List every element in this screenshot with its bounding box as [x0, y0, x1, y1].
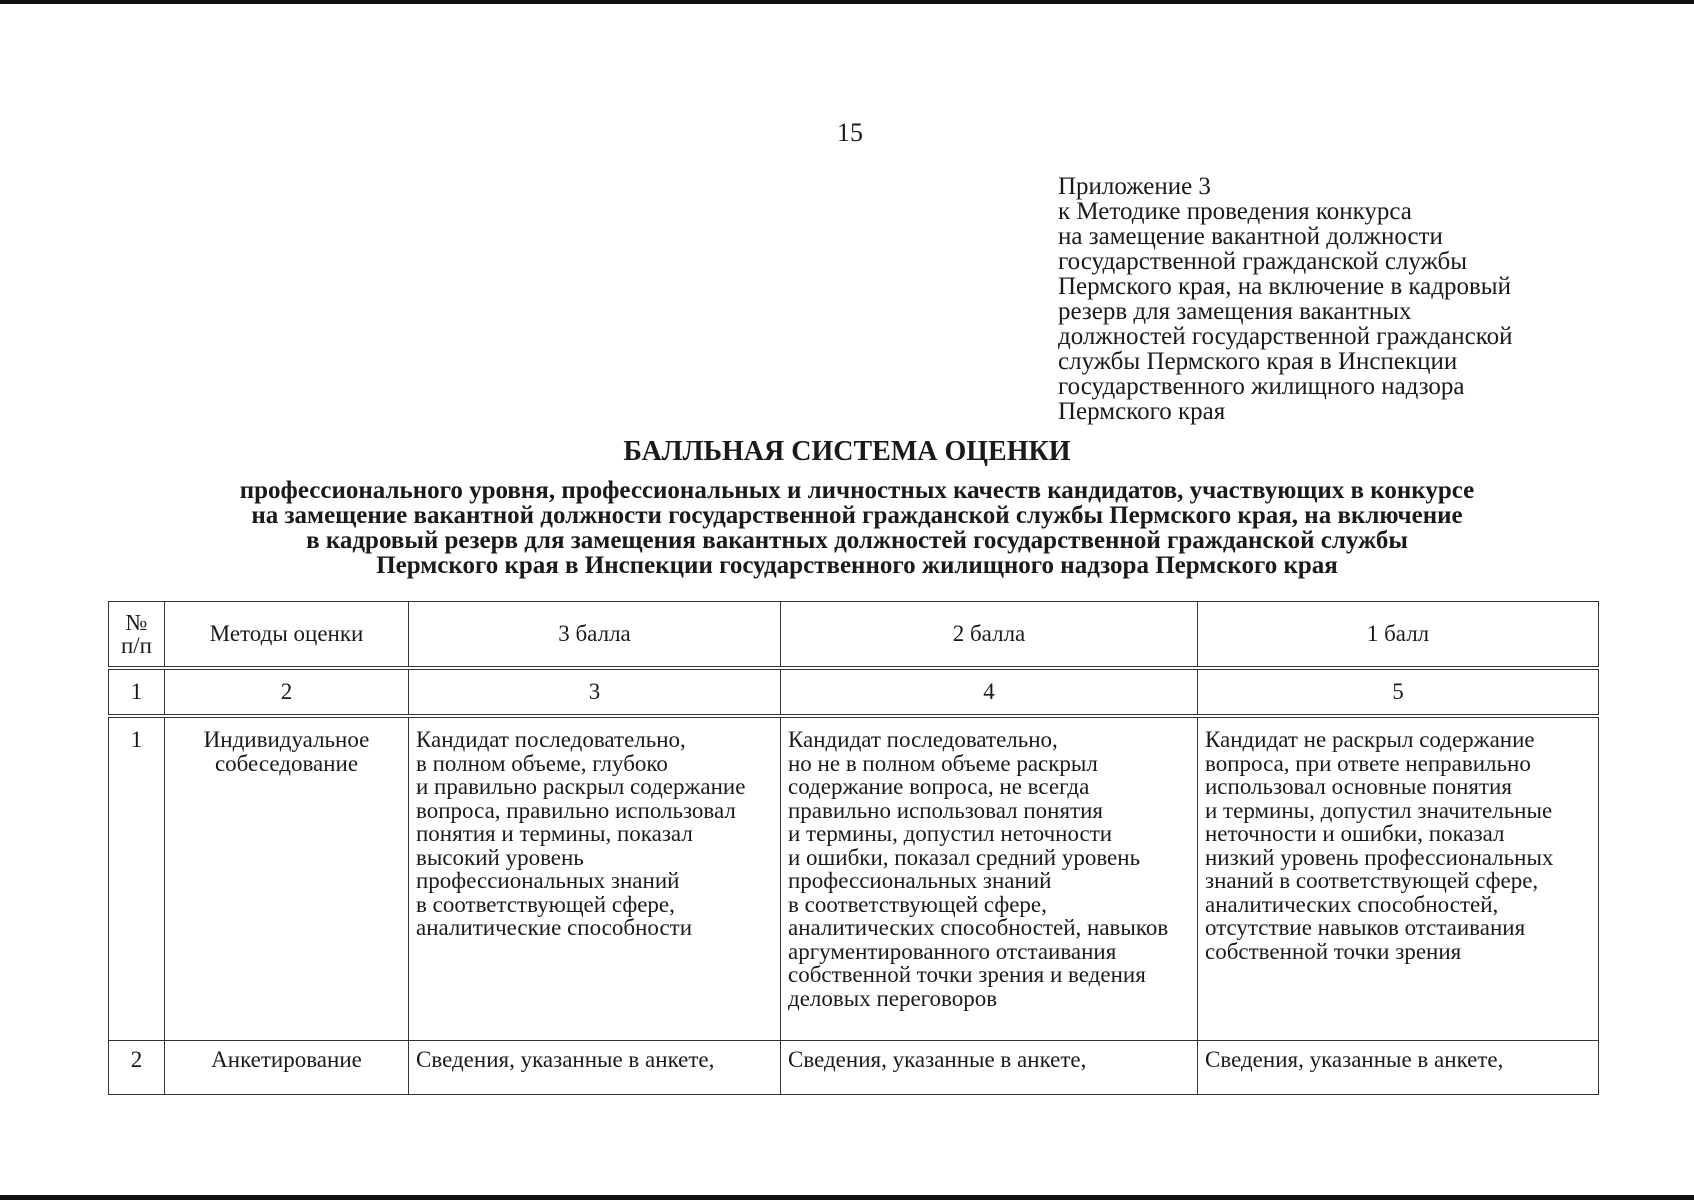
appendix-line: Приложение 3 [1058, 173, 1211, 200]
score-2-line: содержание вопроса, не всегда [788, 774, 1090, 799]
method-line: собеседование [214, 750, 359, 776]
appendix-line: службы Пермского края в Инспекции [1058, 348, 1458, 375]
header-number-abbr: п/п [120, 633, 152, 658]
header-score-3: 3 балла [409, 602, 781, 669]
score-1-line: неточности и ошибки, показал [1205, 821, 1505, 846]
header-score-2: 2 балла [781, 602, 1198, 669]
score-3-cell [409, 716, 781, 1041]
column-number: 3 [409, 668, 781, 716]
score-3-line: вопроса, правильно использовал [416, 797, 736, 823]
subtitle-line: Пермского края в Инспекции государственного жилищного надзора Пермского края [376, 552, 1338, 579]
appendix-line: должностей государственной гражданской [1058, 323, 1513, 350]
column-number: 2 [165, 668, 409, 716]
appendix-note [1058, 174, 1618, 424]
score-2-line: и термины, допустил неточности [788, 821, 1113, 846]
score-1-line: низкий уровень профессиональных [1205, 844, 1554, 870]
column-number: 5 [1198, 668, 1599, 716]
score-2-line: аналитических способностей, навыков [788, 915, 1169, 940]
score-2-line: и ошибки, показал средний уровень [788, 844, 1141, 870]
score-2-line: профессиональных знаний [788, 868, 1052, 893]
score-1-line: аналитических способностей, [1205, 891, 1499, 917]
score-3-line: понятия и термины, показал [416, 821, 693, 846]
score-3-line: в полном объеме, глубоко [416, 750, 668, 776]
appendix-line: резерв для замещения вакантных [1058, 298, 1412, 325]
table-header-row [109, 602, 1599, 669]
subtitle-line: в кадровый резерв для замещения вакантных должностей государственной гражданской службы [306, 527, 1408, 554]
page-number: 15 [837, 118, 863, 147]
appendix-line: государственной гражданской службы [1058, 248, 1468, 275]
appendix-line: на замещение вакантной должности [1058, 223, 1443, 250]
score-1-line: Кандидат не раскрыл содержание [1205, 727, 1535, 752]
score-2-line: в соответствующей сфере, [788, 891, 1047, 917]
appendix-line: Пермского края [1058, 398, 1226, 425]
score-3-line: высокий уровень [416, 844, 584, 870]
appendix-line: к Методике проведения конкурса [1058, 198, 1412, 225]
table-row [109, 716, 1599, 1041]
score-1-line: отсутствие навыков отстаивания [1205, 915, 1526, 940]
subtitle-line: профессионального уровня, профессиональных и личностных качеств кандидатов, участвующих в конкурсе [239, 477, 1475, 504]
subtitle-line: на замещение вакантной должности государственной гражданской службы Пермского края, на включение [251, 502, 1463, 529]
score-1-cell [1198, 716, 1599, 1041]
score-3-line: и правильно раскрыл содержание [416, 774, 746, 799]
score-2-line: но не в полном объеме раскрыл [788, 750, 1098, 776]
score-1-line: вопроса, при ответе неправильно [1205, 750, 1531, 776]
score-1-line: использовал основные понятия [1205, 774, 1512, 799]
header-method: Методы оценки [165, 602, 409, 669]
score-1-line: знаний в соответствующей сфере, [1205, 868, 1539, 893]
score-2-line: аргументированного отстаивания [788, 938, 1117, 964]
score-3-line: профессиональных знаний [416, 868, 680, 893]
header-number-symbol: № [125, 609, 148, 635]
score-1-line: и термины, допустил значительные [1205, 797, 1553, 823]
score-3-line: в соответствующей сфере, [416, 891, 675, 917]
score-2-line: правильно использовал понятия [788, 797, 1103, 823]
column-number: 4 [781, 668, 1198, 716]
score-3-line: Сведения, указанные в анкете, [416, 1047, 715, 1072]
method-cell [165, 716, 409, 1041]
row-number: 2 [109, 1041, 165, 1095]
column-number: 1 [109, 668, 165, 716]
score-1-cell [1198, 1041, 1599, 1095]
score-3-line: аналитические способности [416, 915, 693, 940]
header-score-1: 1 балл [1198, 602, 1599, 669]
score-2-line: деловых переговоров [788, 985, 998, 1011]
method-line: Анкетирование [211, 1047, 362, 1072]
score-3-cell [409, 1041, 781, 1095]
header-number [109, 602, 165, 669]
score-2-line: Кандидат последовательно, [788, 727, 1058, 752]
scoring-table [108, 601, 1599, 1095]
method-cell [165, 1041, 409, 1095]
score-2-cell [781, 716, 1198, 1041]
appendix-line: Пермского края, на включение в кадровый [1058, 273, 1511, 300]
score-2-line: Сведения, указанные в анкете, [788, 1047, 1087, 1072]
row-number: 1 [109, 716, 165, 1041]
scan-border-bottom [0, 1195, 1694, 1200]
score-1-line: собственной точки зрения [1205, 938, 1462, 964]
score-2-cell [781, 1041, 1198, 1095]
score-2-line: собственной точки зрения и ведения [788, 962, 1146, 987]
column-numbers-row [109, 668, 1599, 716]
score-3-line: Кандидат последовательно, [416, 727, 686, 752]
method-line: Индивидуальное [203, 727, 370, 752]
document-title: БАЛЛЬНАЯ СИСТЕМА ОЦЕНКИ [623, 436, 1071, 467]
document-subtitle [100, 478, 1614, 578]
score-1-line: Сведения, указанные в анкете, [1205, 1047, 1504, 1072]
table-row [109, 1041, 1599, 1095]
appendix-line: государственного жилищного надзора [1058, 373, 1465, 400]
scan-border-top [0, 0, 1694, 4]
